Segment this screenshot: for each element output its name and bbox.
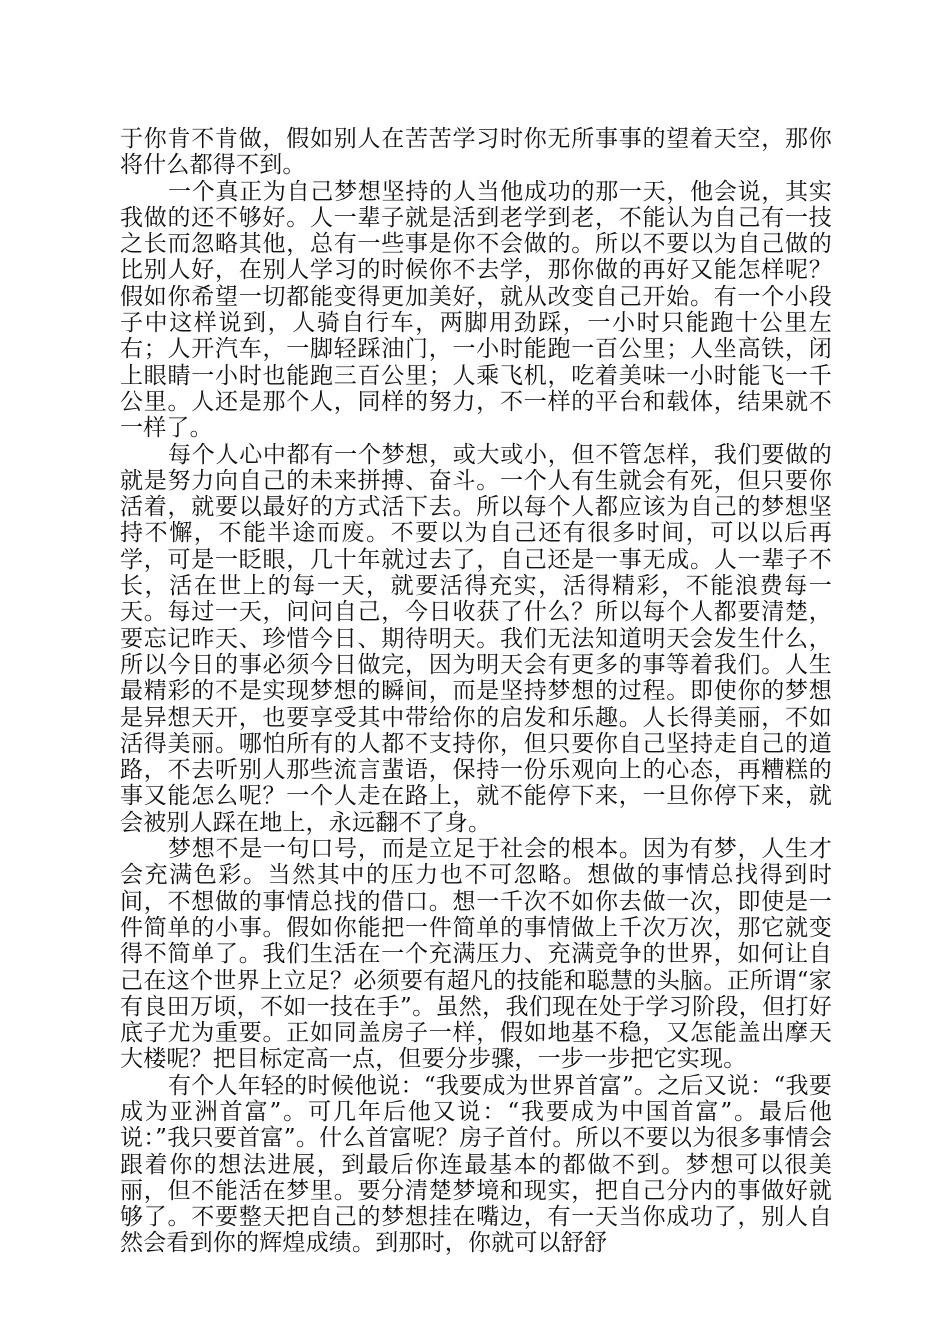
paragraph-2: 一个真正为自己梦想坚持的人当他成功的那一天，他会说，其实我做的还不够好。人一辈子就是活到老学到老，不能认为自己有一技之长而忽略其他，总有一些事是你不会做的。所以不要以为自己做的比别人好，在别人学习的时候你不去学，那你做的再好又能怎样呢？假如你希望一切都能变得更加美好，就从改变自己开始。有一个小段子中这样说到，人骑自行车，两脚用劲踩，一小时只能跑十公里左右；人开汽车，一脚轻踩油门，一小时能跑一百公里；人坐高铁，闭上眼睛一小时也能跑三百公里；人乘飞机，吃着美味一小时能飞一千公里。人还是那个人，同样的努力，不一样的平台和载体，结果就不一样了。 <box>120 178 832 442</box>
paragraph-5: 有个人年轻的时候他说：“我要成为世界首富”。之后又说：“我要成为亚洲首富”。可几年后他又说：“我要成为中国首富”。最后他说：”我只要首富”。什么首富呢？房子首付。所以不要以为很多事情会跟着你的想法进展，到最后你连最基本的都做不到。梦想可以很美丽，但不能活在梦里。要分清楚梦境和现实，把自己分内的事做好就够了。不要整天把自己的梦想挂在嘴边，有一天当你成功了，别人自然会看到你的辉煌成绩。到那时，你就可以舒舒 <box>120 1072 832 1257</box>
document-body <box>120 126 832 1257</box>
paragraph-4: 梦想不是一句口号，而是立足于社会的根本。因为有梦，人生才会充满色彩。当然其中的压力也不可忽略。想做的事情总找得到时间，不想做的事情总找的借口。想一千次不如你去做一次，即使是一件简单的小事。假如你能把一件简单的事情做上千次万次，那它就变得不简单了。我们生活在一个充满压力、充满竞争的世界，如何让自己在这个世界上立足？必须要有超凡的技能和聪慧的头脑。正所谓“家有良田万顷，不如一技在手”。虽然，我们现在处于学习阶段，但打好底子尤为重要。正如同盖房子一样，假如地基不稳，又怎能盖出摩天大楼呢？把目标定高一点，但要分步骤，一步一步把它实现。 <box>120 836 832 1073</box>
paragraph-3: 每个人心中都有一个梦想，或大或小，但不管怎样，我们要做的就是努力向自己的未来拼搏、奋斗。一个人有生就会有死，但只要你活着，就要以最好的方式活下去。所以每个人都应该为自己的梦想坚持不懈，不能半途而废。不要以为自己还有很多时间，可以以后再学，可是一眨眼，几十年就过去了，自己还是一事无成。人一辈子不长，活在世上的每一天，就要活得充实，活得精彩，不能浪费每一天。每过一天，问问自己，今日收获了什么？所以每个人都要清楚，要忘记昨天、珍惜今日、期待明天。我们无法知道明天会发生什么，所以今日的事必须今日做完，因为明天会有更多的事等着我们。人生最精彩的不是实现梦想的瞬间，而是坚持梦想的过程。即使你的梦想是异想天开，也要享受其中带给你的启发和乐趣。人长得美丽，不如活得美丽。哪怕所有的人都不支持你，但只要你自己坚持走自己的道路，不去听别人那些流言蜚语，保持一份乐观向上的心态，再糟糕的事又能怎么呢？一个人走在路上，就不能停下来，一旦你停下来，就会被别人踩在地上，永远翻不了身。 <box>120 441 832 836</box>
paragraph-1: 于你肯不肯做，假如别人在苦苦学习时你无所事事的望着天空，那你将什么都得不到。 <box>120 126 832 179</box>
